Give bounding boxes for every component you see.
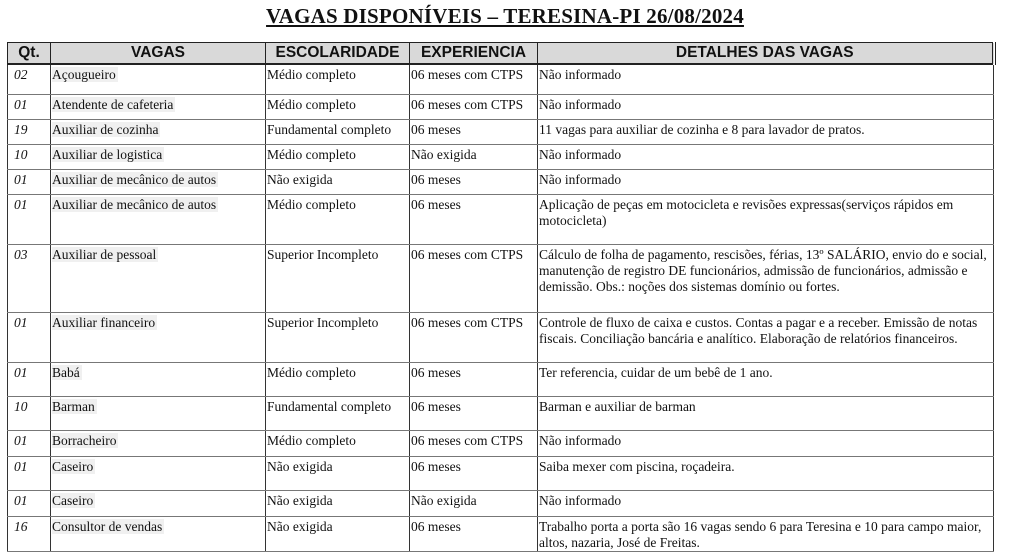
vaga-label: Barman (52, 398, 95, 414)
table-row (8, 312, 994, 362)
escolaridade-cell: Fundamental completo (266, 396, 410, 430)
table-row (8, 144, 994, 169)
detalhes-cell: Trabalho porta a porta são 16 vagas sendo 6 para Teresina e 10 para campo maior, altos, nazaria, José de Freitas. (538, 516, 994, 551)
qt-cell: 01 (8, 490, 51, 516)
vaga-cell (51, 169, 266, 194)
vaga-label: Açougueiro (52, 67, 116, 82)
qt-cell: 01 (8, 430, 51, 456)
table-row (8, 244, 994, 312)
vaga-cell (51, 456, 266, 490)
escolaridade-cell: Médio completo (266, 64, 410, 94)
vaga-cell (51, 362, 266, 396)
vaga-cell (51, 312, 266, 362)
escolaridade-cell: Médio completo (266, 430, 410, 456)
vaga-cell (51, 490, 266, 516)
vaga-label: Consultor de vendas (52, 518, 163, 534)
experiencia-cell: 06 meses (410, 516, 538, 551)
experiencia-cell: 06 meses com CTPS (410, 430, 538, 456)
detalhes-cell: Não informado (538, 169, 994, 194)
experiencia-cell: 06 meses (410, 194, 538, 244)
experiencia-cell: 06 meses (410, 362, 538, 396)
escolaridade-cell: Médio completo (266, 362, 410, 396)
detalhes-cell: Não informado (538, 430, 994, 456)
escolaridade-cell: Não exigida (266, 169, 410, 194)
table-row (8, 119, 994, 144)
detalhes-cell: Ter referencia, cuidar de um bebê de 1 ano. (538, 362, 994, 396)
vaga-label: Caseiro (52, 458, 94, 474)
vaga-cell (51, 396, 266, 430)
table-body (8, 64, 994, 551)
table-row (8, 169, 994, 194)
header-vagas: VAGAS (51, 43, 266, 65)
qt-cell: 10 (8, 396, 51, 430)
experiencia-cell: 06 meses (410, 119, 538, 144)
detalhes-cell: Controle de fluxo de caixa e custos. Contas a pagar e a receber. Emissão de notas fiscais. Conciliação bancária e analítico. Elaboração de relatórios financeiros. (538, 312, 994, 362)
qt-cell: 02 (8, 64, 51, 94)
vaga-cell (51, 430, 266, 456)
qt-cell: 01 (8, 94, 51, 119)
escolaridade-cell: Não exigida (266, 516, 410, 551)
table-row (8, 194, 994, 244)
vaga-cell (51, 64, 266, 94)
qt-cell: 01 (8, 194, 51, 244)
vaga-label: Atendente de cafeteria (52, 96, 174, 112)
qt-cell: 03 (8, 244, 51, 312)
header-row (8, 43, 994, 65)
vaga-cell (51, 144, 266, 169)
vaga-cell (51, 244, 266, 312)
escolaridade-cell: Superior Incompleto (266, 312, 410, 362)
experiencia-cell: 06 meses (410, 169, 538, 194)
header-detalhes: DETALHES DAS VAGAS (538, 43, 994, 65)
experiencia-cell: Não exigida (410, 490, 538, 516)
detalhes-cell: Saiba mexer com piscina, roçadeira. (538, 456, 994, 490)
vaga-label: Babá (52, 364, 80, 380)
header-qt: Qt. (8, 43, 51, 65)
qt-cell: 16 (8, 516, 51, 551)
experiencia-cell: 06 meses (410, 396, 538, 430)
table-row (8, 516, 994, 551)
vaga-label: Auxiliar de mecânico de autos (52, 196, 217, 212)
experiencia-cell: 06 meses com CTPS (410, 94, 538, 119)
qt-cell: 01 (8, 312, 51, 362)
job-table (7, 42, 996, 552)
table-row (8, 94, 994, 119)
vaga-label: Auxiliar de logistica (52, 146, 163, 162)
detalhes-cell: Barman e auxiliar de barman (538, 396, 994, 430)
detalhes-cell: Aplicação de peças em motocicleta e revisões expressas(serviços rápidos em motocicleta) (538, 194, 994, 244)
detalhes-cell: Cálculo de folha de pagamento, rescisões, férias, 13º SALÁRIO, envio do e social, manutenção de registro DE funcionários, admissão de funcionários, admissão e demissão. Obs.: noções dos sistemas domínio ou fortes. (538, 244, 994, 312)
detalhes-cell: Não informado (538, 144, 994, 169)
qt-cell: 19 (8, 119, 51, 144)
vaga-label: Borracheiro (52, 432, 117, 448)
escolaridade-cell: Não exigida (266, 490, 410, 516)
escolaridade-cell: Médio completo (266, 94, 410, 119)
vaga-label: Auxiliar financeiro (52, 314, 156, 330)
detalhes-cell: 11 vagas para auxiliar de cozinha e 8 para lavador de pratos. (538, 119, 994, 144)
vaga-cell (51, 516, 266, 551)
escolaridade-cell: Médio completo (266, 194, 410, 244)
detalhes-cell: Não informado (538, 64, 994, 94)
table-row (8, 490, 994, 516)
vaga-cell (51, 194, 266, 244)
table-row (8, 396, 994, 430)
experiencia-cell: 06 meses com CTPS (410, 64, 538, 94)
vaga-label: Auxiliar de pessoal (52, 246, 157, 262)
detalhes-cell: Não informado (538, 94, 994, 119)
vaga-cell (51, 94, 266, 119)
experiencia-cell: 06 meses com CTPS (410, 244, 538, 312)
escolaridade-cell: Não exigida (266, 456, 410, 490)
experiencia-cell: Não exigida (410, 144, 538, 169)
table-row (8, 430, 994, 456)
experiencia-cell: 06 meses (410, 456, 538, 490)
vaga-label: Auxiliar de mecânico de autos (52, 171, 217, 187)
page-title (0, 4, 1010, 29)
vaga-cell (51, 119, 266, 144)
table-row (8, 362, 994, 396)
escolaridade-cell: Superior Incompleto (266, 244, 410, 312)
qt-cell: 10 (8, 144, 51, 169)
title-text: VAGAS DISPONÍVEIS – TERESINA-PI 26/08/2024 (266, 4, 744, 28)
escolaridade-cell: Médio completo (266, 144, 410, 169)
qt-cell: 01 (8, 456, 51, 490)
escolaridade-cell: Fundamental completo (266, 119, 410, 144)
table-row (8, 64, 994, 94)
header-escolaridade: ESCOLARIDADE (266, 43, 410, 65)
experiencia-cell: 06 meses com CTPS (410, 312, 538, 362)
qt-cell: 01 (8, 362, 51, 396)
qt-cell: 01 (8, 169, 51, 194)
vaga-label: Caseiro (52, 492, 94, 508)
detalhes-cell: Não informado (538, 490, 994, 516)
header-experiencia: EXPERIENCIA (410, 43, 538, 65)
vaga-label: Auxiliar de cozinha (52, 121, 159, 137)
table-row (8, 456, 994, 490)
